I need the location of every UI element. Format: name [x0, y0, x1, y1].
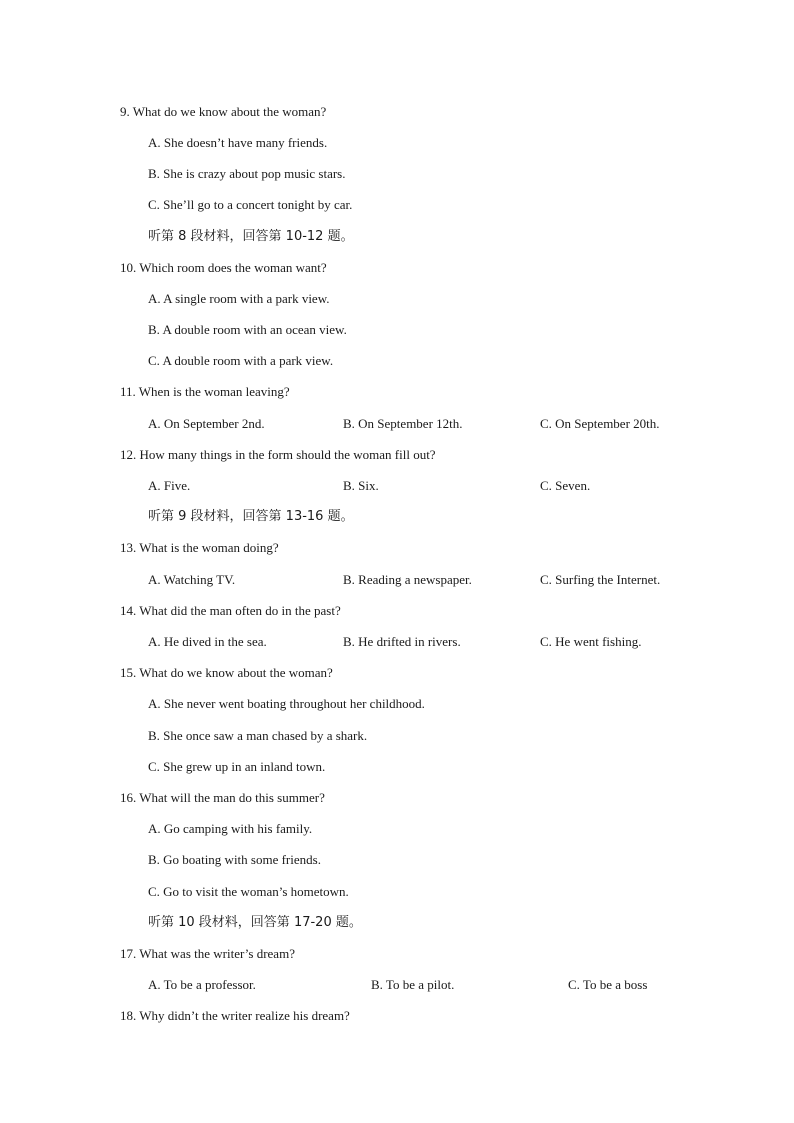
option-17a: A. To be a professor. — [148, 977, 256, 992]
option-12b: B. Six. — [343, 478, 379, 493]
option-14c: C. He went fishing. — [540, 634, 642, 649]
option-17b: B. To be a pilot. — [371, 977, 455, 992]
question-11: 11. When is the woman leaving? — [120, 384, 290, 399]
option-11a: A. On September 2nd. — [148, 416, 265, 431]
option-16a: A. Go camping with his family. — [148, 821, 313, 836]
option-13c: C. Surfing the Internet. — [540, 572, 661, 587]
section-10-instruction: 听第 10 段材料，回答第 17-20 题。 — [148, 915, 362, 930]
option-11c: C. On September 20th. — [540, 416, 660, 431]
option-11b: B. On September 12th. — [343, 416, 463, 431]
option-12c: C. Seven. — [540, 478, 591, 493]
option-16b: B. Go boating with some friends. — [148, 852, 321, 867]
option-9c: C. She’ll go to a concert tonight by car. — [148, 197, 353, 212]
option-15c: C. She grew up in an inland town. — [148, 759, 326, 774]
option-14b: B. He drifted in rivers. — [343, 634, 461, 649]
option-9a: A. She doesn’t have many friends. — [148, 135, 328, 150]
question-14: 14. What did the man often do in the past? — [120, 603, 341, 618]
question-15: 15. What do we know about the woman? — [120, 665, 333, 680]
option-13a: A. Watching TV. — [148, 572, 236, 587]
option-13b: B. Reading a newspaper. — [343, 572, 472, 587]
question-12: 12. How many things in the form should the woman fill out? — [120, 447, 436, 462]
option-12a: A. Five. — [148, 478, 191, 493]
question-17: 17. What was the writer’s dream? — [120, 946, 295, 961]
option-16c: C. Go to visit the woman’s hometown. — [148, 884, 349, 899]
question-9: 9. What do we know about the woman? — [120, 104, 327, 119]
option-10b: B. A double room with an ocean view. — [148, 322, 347, 337]
question-18: 18. Why didn’t the writer realize his dream? — [120, 1008, 350, 1023]
option-17c: C. To be a boss — [568, 977, 648, 992]
section-9-instruction: 听第 9 段材料，回答第 13-16 题。 — [148, 509, 354, 524]
question-10: 10. Which room does the woman want? — [120, 260, 327, 275]
option-15a: A. She never went boating throughout her childhood. — [148, 696, 425, 711]
question-13: 13. What is the woman doing? — [120, 540, 279, 555]
option-10a: A. A single room with a park view. — [148, 291, 330, 306]
option-15b: B. She once saw a man chased by a shark. — [148, 728, 368, 743]
question-16: 16. What will the man do this summer? — [120, 790, 325, 805]
option-9b: B. She is crazy about pop music stars. — [148, 166, 346, 181]
section-8-instruction: 听第 8 段材料，回答第 10-12 题。 — [148, 229, 354, 244]
option-10c: C. A double room with a park view. — [148, 353, 334, 368]
option-14a: A. He dived in the sea. — [148, 634, 267, 649]
